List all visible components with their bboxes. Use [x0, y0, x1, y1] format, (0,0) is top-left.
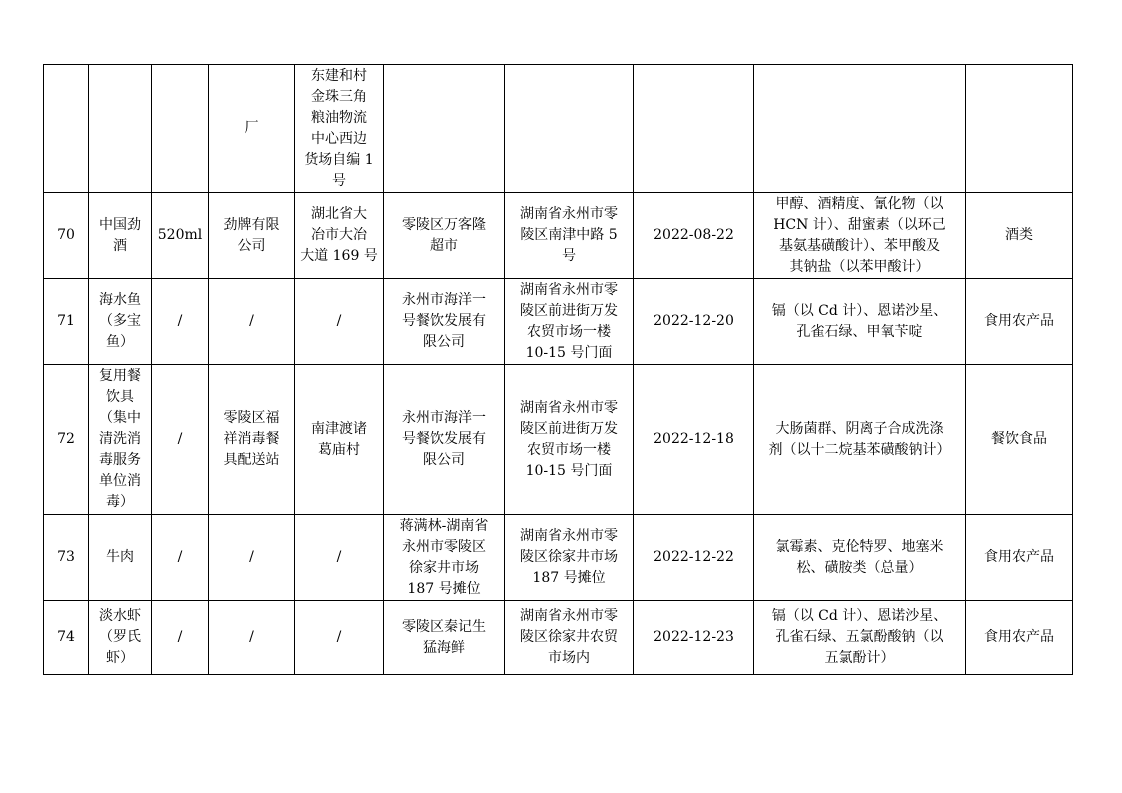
cell-sampled-unit: 永州市海洋一 号餐饮发展有 限公司: [384, 279, 505, 365]
cell-category: 食用农产品: [966, 279, 1073, 365]
cell-no: [44, 65, 89, 193]
cell-no: 74: [44, 601, 89, 675]
cell-date: 2022-08-22: [634, 193, 754, 279]
cell-sampled-unit: 蒋满林-湖南省 永州市零陵区 徐家井市场 187 号摊位: [384, 515, 505, 601]
cell-spec: /: [152, 601, 209, 675]
cell-date: 2022-12-18: [634, 365, 754, 515]
cell-maker-addr: /: [295, 279, 384, 365]
cell-spec: /: [152, 515, 209, 601]
cell-sampled-addr: 湖南省永州市零 陵区南津中路 5 号: [505, 193, 634, 279]
cell-sampled-addr: 湖南省永州市零 陵区前进街万发 农贸市场一楼 10-15 号门面: [505, 279, 634, 365]
cell-name: 复用餐 饮具 （集中 清洗消 毒服务 单位消 毒）: [89, 365, 152, 515]
table-row: [44, 515, 1073, 601]
cell-items: 镉（以 Cd 计）、恩诺沙星、 孔雀石绿、甲氧苄啶: [754, 279, 966, 365]
cell-date: [634, 65, 754, 193]
cell-items: 镉（以 Cd 计）、恩诺沙星、 孔雀石绿、五氯酚酸钠（以 五氯酚计）: [754, 601, 966, 675]
cell-spec: 520ml: [152, 193, 209, 279]
cell-maker-addr: 湖北省大 冶市大冶 大道 169 号: [295, 193, 384, 279]
sampling-results-table: [43, 64, 1073, 675]
cell-sampled-addr: 湖南省永州市零 陵区徐家井市场 187 号摊位: [505, 515, 634, 601]
cell-spec: /: [152, 365, 209, 515]
cell-maker: 零陵区福 祥消毒餐 具配送站: [209, 365, 295, 515]
cell-category: 餐饮食品: [966, 365, 1073, 515]
cell-category: 食用农产品: [966, 515, 1073, 601]
cell-no: 71: [44, 279, 89, 365]
cell-date: 2022-12-22: [634, 515, 754, 601]
table-row: [44, 365, 1073, 515]
cell-sampled-unit: 永州市海洋一 号餐饮发展有 限公司: [384, 365, 505, 515]
cell-sampled-addr: 湖南省永州市零 陵区徐家井农贸 市场内: [505, 601, 634, 675]
cell-maker-addr: 东建和村 金珠三角 粮油物流 中心西边 货场自编 1 号: [295, 65, 384, 193]
cell-date: 2022-12-23: [634, 601, 754, 675]
cell-date: 2022-12-20: [634, 279, 754, 365]
table-row: [44, 193, 1073, 279]
cell-maker: /: [209, 515, 295, 601]
cell-maker-addr: 南津渡诸 葛庙村: [295, 365, 384, 515]
cell-items: 氯霉素、克伦特罗、地塞米 松、磺胺类（总量）: [754, 515, 966, 601]
cell-sampled-unit: [384, 65, 505, 193]
cell-sampled-addr: [505, 65, 634, 193]
cell-items: 甲醇、酒精度、氰化物（以 HCN 计）、甜蜜素（以环己 基氨基磺酸计）、苯甲酸及 其钠盐（以苯甲酸计）: [754, 193, 966, 279]
cell-name: 淡水虾 （罗氏 虾）: [89, 601, 152, 675]
cell-maker-addr: /: [295, 601, 384, 675]
table-row: [44, 601, 1073, 675]
cell-sampled-addr: 湖南省永州市零 陵区前进街万发 农贸市场一楼 10-15 号门面: [505, 365, 634, 515]
cell-spec: [152, 65, 209, 193]
cell-no: 73: [44, 515, 89, 601]
cell-name: [89, 65, 152, 193]
cell-category: 食用农产品: [966, 601, 1073, 675]
cell-maker: 厂: [209, 65, 295, 193]
cell-maker: 劲牌有限 公司: [209, 193, 295, 279]
cell-no: 70: [44, 193, 89, 279]
cell-spec: /: [152, 279, 209, 365]
table-row: [44, 65, 1073, 193]
cell-sampled-unit: 零陵区秦记生 猛海鲜: [384, 601, 505, 675]
cell-items: 大肠菌群、阴离子合成洗涤 剂（以十二烷基苯磺酸钠计）: [754, 365, 966, 515]
cell-no: 72: [44, 365, 89, 515]
cell-category: [966, 65, 1073, 193]
cell-maker: /: [209, 601, 295, 675]
cell-name: 中国劲 酒: [89, 193, 152, 279]
cell-maker-addr: /: [295, 515, 384, 601]
cell-maker: /: [209, 279, 295, 365]
cell-name: 海水鱼 （多宝 鱼）: [89, 279, 152, 365]
table-row: [44, 279, 1073, 365]
cell-name: 牛肉: [89, 515, 152, 601]
cell-items: [754, 65, 966, 193]
cell-category: 酒类: [966, 193, 1073, 279]
cell-sampled-unit: 零陵区万客隆 超市: [384, 193, 505, 279]
